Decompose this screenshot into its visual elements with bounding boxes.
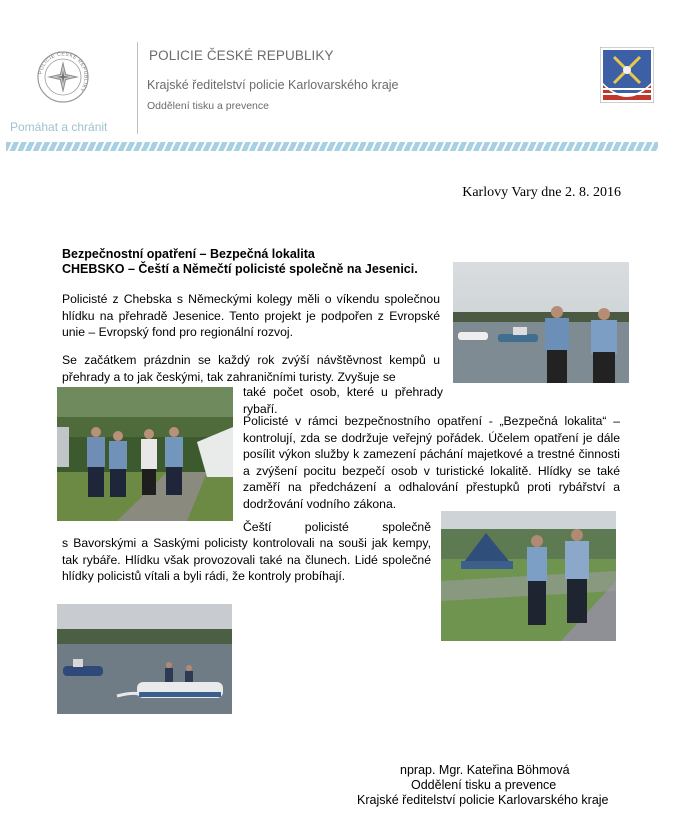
photo-patrol-in-camp: [57, 387, 233, 521]
paragraph-2: Se začátkem prázdnin se každý rok zvýší návštěvnost kempů u přehrady a to jak českými, tak zahraničními turisty. Zvyšuje se: [62, 353, 440, 384]
signature-name: nprap. Mgr. Kateřina Böhmová: [400, 763, 570, 777]
subheadline: CHEBSKO – Čeští a Němečtí policisté společně na Jesenici.: [62, 262, 418, 276]
paragraph-4-start: Čeští policisté společně: [243, 520, 431, 534]
photo-patrol-boats: [57, 604, 232, 714]
slogan: Pomáhat a chránit: [10, 120, 108, 134]
org-department: Oddělení tisku a prevence: [147, 100, 269, 112]
paragraph-2-continued: také počet osob, které u přehrady rybaří.: [243, 385, 443, 416]
paragraph-4: s Bavorskými a Saskými policisty kontrolovali na souši jak kempy, tak rybáře. Hlídku však provozovali také na člunech. Lidé společné hlídky policistů vítali a byli rádi, že kontroly probíhají.: [62, 536, 431, 583]
org-region: Krajské ředitelství policie Karlovarského kraje: [147, 78, 399, 92]
headline: Bezpečnostní opatření – Bezpečná lokalita: [62, 247, 315, 261]
paragraph-1: Policisté z Chebska s Německými kolegy měli o víkendu společnou hlídku na přehradě Jesenice. Tento projekt je podpořen z Evropské unie – Evropský fond pro regionální rozvoj.: [62, 292, 440, 339]
police-logo: [36, 50, 90, 104]
dateline: Karlovy Vary dne 2. 8. 2016: [462, 185, 621, 200]
regional-emblem: [600, 47, 654, 103]
header-stripe: [6, 142, 658, 151]
signature-department: Oddělení tisku a prevence: [411, 778, 557, 792]
photo-police-at-lake: [453, 262, 629, 383]
signature-organization: Krajské ředitelství policie Karlovarského kraje: [357, 793, 609, 807]
svg-text:POLICIE ČESKÉ REPUBLIKY: POLICIE ČESKÉ REPUBLIKY: [37, 51, 89, 93]
photo-officers-by-tent: [441, 511, 616, 641]
org-title: POLICIE ČESKÉ REPUBLIKY: [149, 48, 334, 63]
header-divider: [137, 42, 138, 134]
paragraph-3: Policisté v rámci bezpečnostního opatření - „Bezpečná lokalita“ – kontrolují, zda se dodržuje veřejný pořádek. Účelem opatření je dále posílit výkon služby k zamezení páchání majetkové a trestné činnosti a zvýšení pocitu bezpečí osob v turistické lokalitě. Hlídky se také zaměří na předcházení a odhalování přestupků proti rybářství a dodržování vodního zákona.: [243, 414, 620, 511]
